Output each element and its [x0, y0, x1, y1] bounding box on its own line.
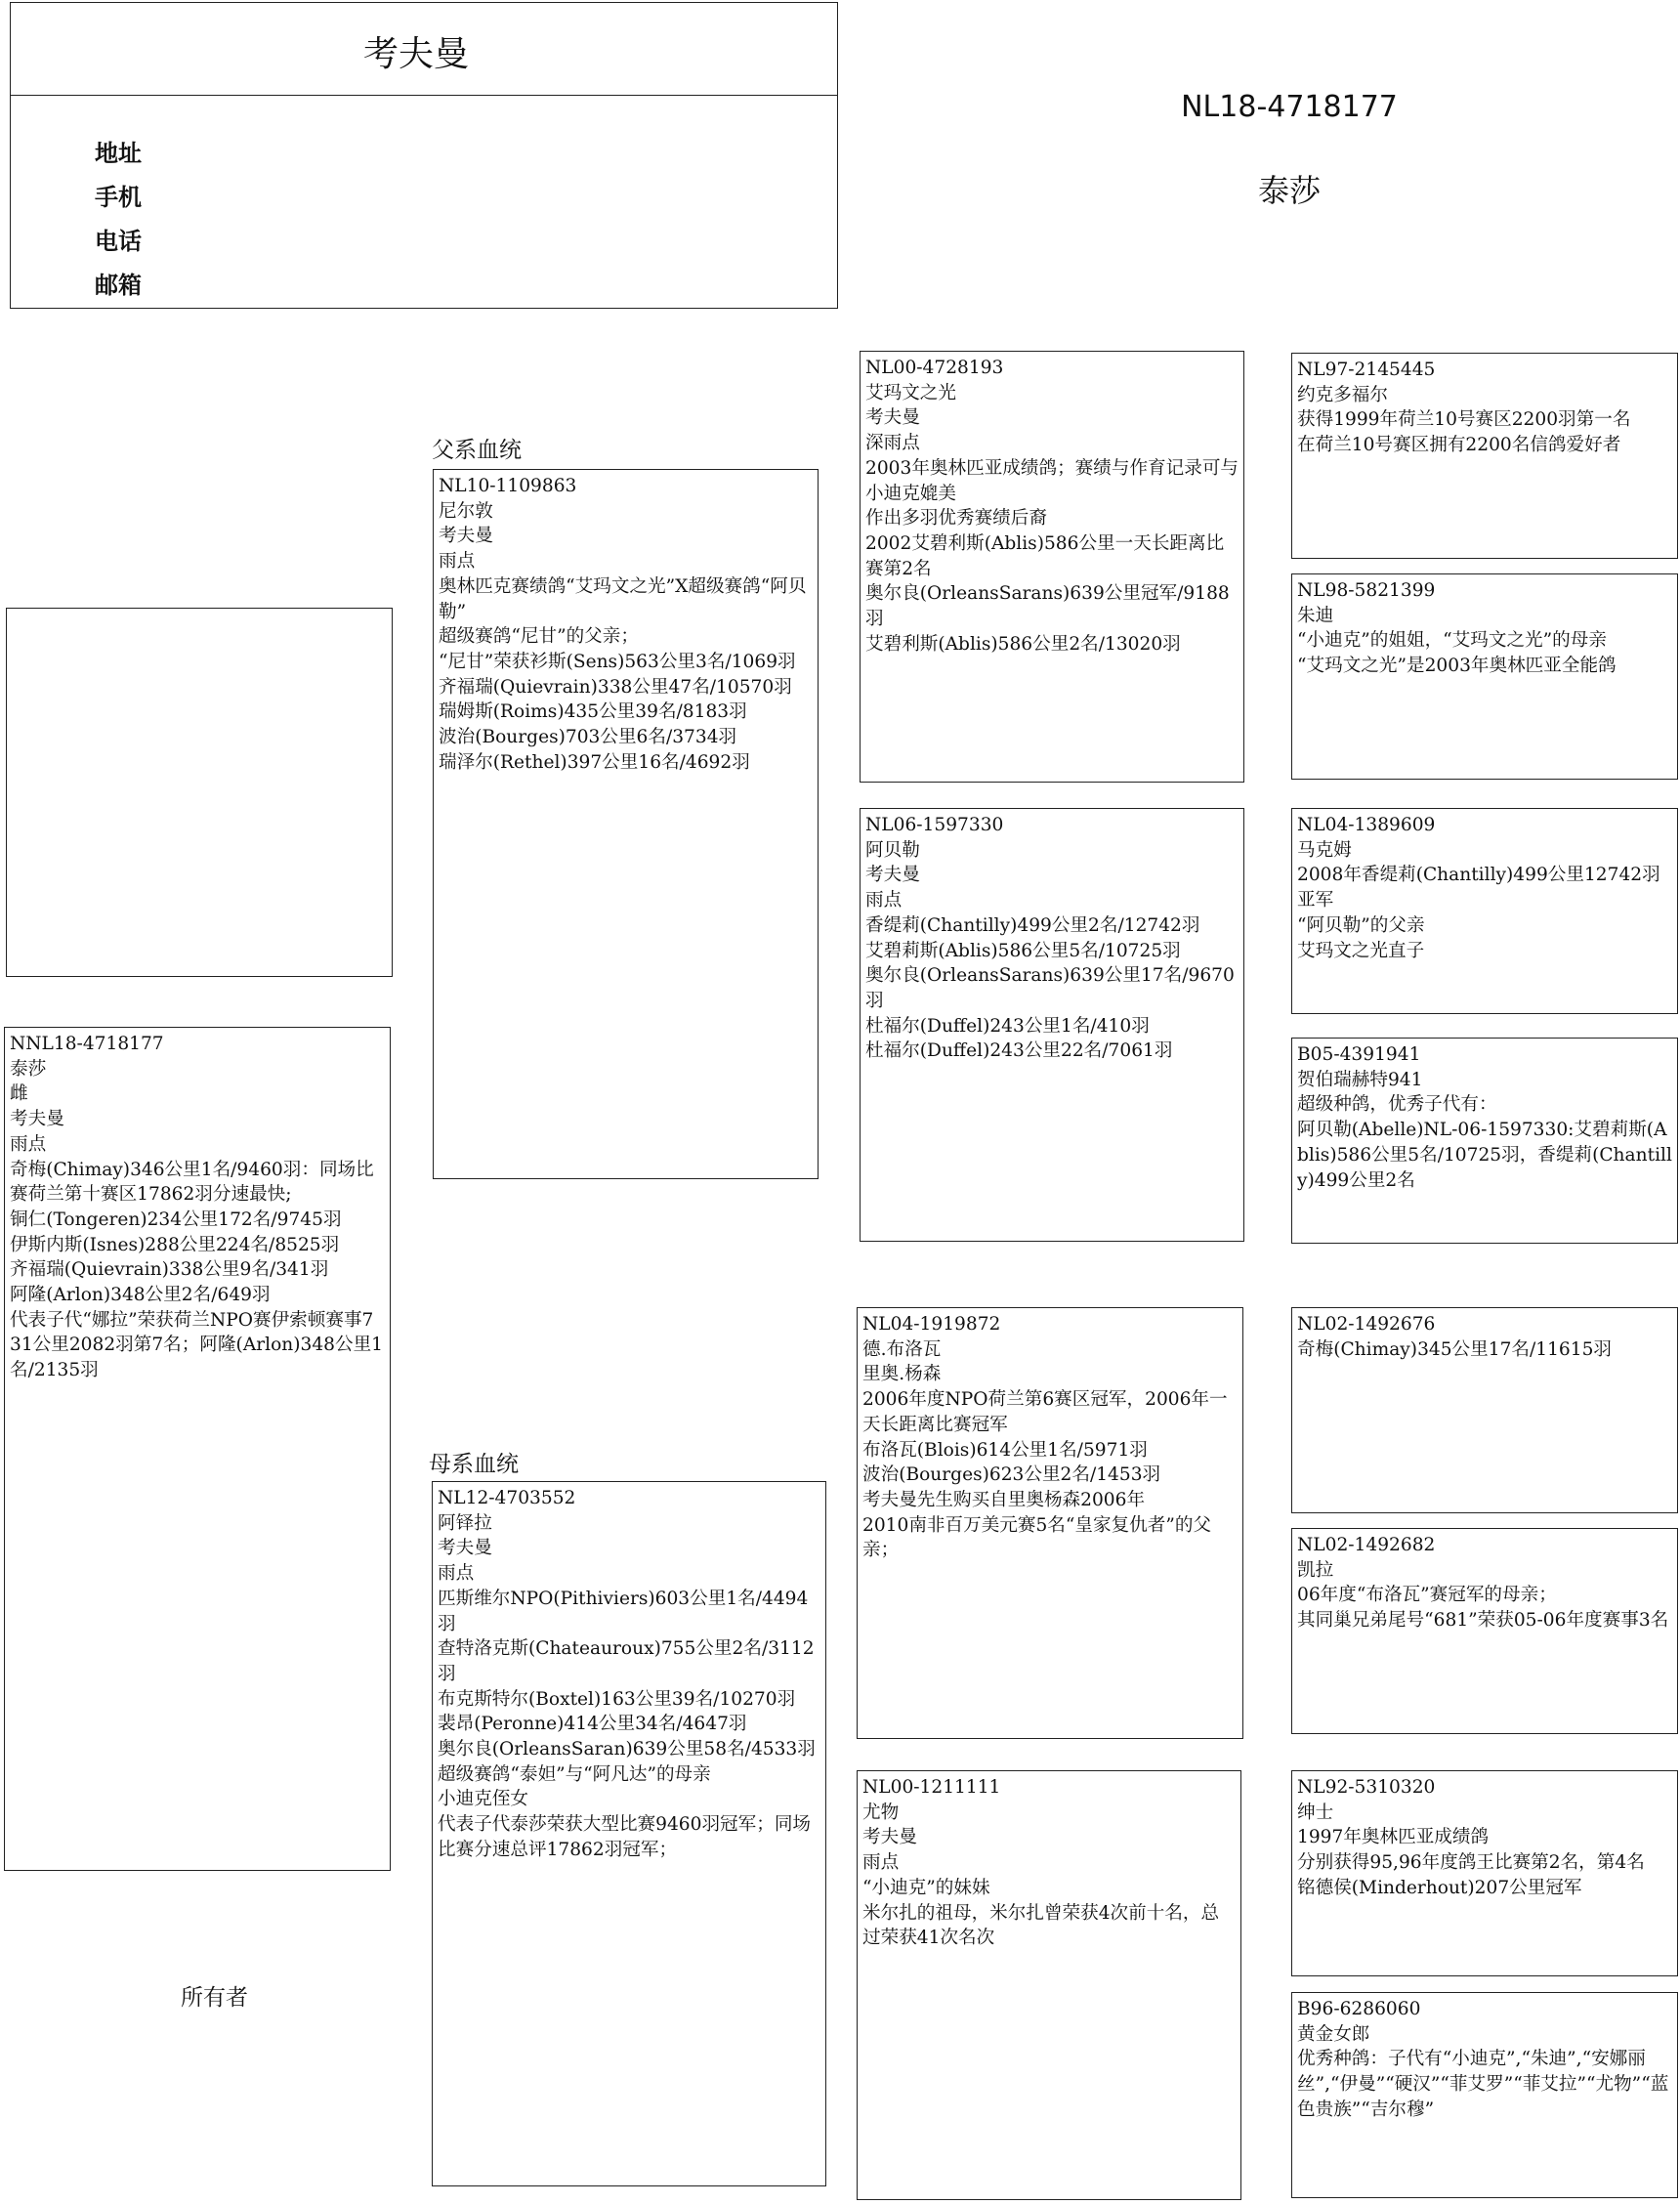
- ring-number: NL02-1492682: [1297, 1535, 1436, 1555]
- card-line: 阿贝勒(Abelle)NL-06-1597330:艾碧莉斯(Ablis)586公里5名/10725羽，香缇莉(Chantilly)499公里2名: [1297, 1120, 1672, 1191]
- phone-label: 电话: [95, 227, 142, 255]
- card-line: 代表子代“娜拉”荣获荷兰NPO赛伊索顿赛事731公里2082羽第7名；阿隆(Arlon)348公里1名/2135羽: [10, 1309, 384, 1381]
- sd-dam-card: [1291, 1038, 1678, 1244]
- ring-number: NL00-1211111: [862, 1777, 1001, 1798]
- card-line: 波治(Bourges)623公里2名/1453羽: [862, 1464, 1161, 1486]
- card-line: 朱迪: [1297, 605, 1334, 626]
- card-line: 奇梅(Chimay)345公里17名/11615羽: [1297, 1338, 1613, 1360]
- card-line: 作出多羽优秀赛绩后裔: [865, 508, 1047, 530]
- card-line: 铜仁(Tongeren)234公里172名/9745羽: [10, 1209, 342, 1230]
- bird-name: 泰莎: [1257, 172, 1321, 209]
- mobile-label: 手机: [95, 183, 142, 211]
- card-line: 香缇莉(Chantilly)499公里2名/12742羽: [865, 914, 1200, 936]
- card-line: 铭德侯(Minderhout)207公里冠军: [1297, 1877, 1582, 1898]
- card-line: “小迪克”的妹妹: [862, 1877, 990, 1898]
- card-line: 2006年度NPO荷兰第6赛区冠军，2006年一天长距离比赛冠军: [862, 1389, 1228, 1435]
- header-divider: [11, 95, 837, 96]
- ring-number: NL10-1109863: [439, 476, 577, 496]
- card-line: 马克姆: [1297, 839, 1352, 861]
- subject-card: [4, 1027, 391, 1871]
- ring-number: NL92-5310320: [1297, 1777, 1436, 1798]
- bird-photo-frame: [6, 608, 393, 977]
- ring-number: NL04-1389609: [1297, 815, 1436, 835]
- sire-dam-card: [860, 808, 1244, 1242]
- card-line: 阿隆(Arlon)348公里2名/649羽: [10, 1285, 271, 1306]
- dd-dam-card: [1291, 1992, 1678, 2198]
- ds-sire-card: [1291, 1307, 1678, 1513]
- card-line: 阿贝勒: [865, 839, 920, 861]
- card-line: 2003年奥林匹亚成绩鸽；赛绩与作育记录可与小迪克媲美: [865, 457, 1239, 504]
- sire-card: [433, 469, 819, 1179]
- card-line: 艾玛文之光: [865, 382, 956, 403]
- card-line: “尼甘”荣获衫斯(Sens)563公里3名/1069羽: [439, 651, 796, 672]
- card-line: 考夫曼先生购买自里奥杨森2006年: [862, 1489, 1146, 1510]
- ring-number: NL12-4703552: [438, 1488, 576, 1508]
- dam-card: [432, 1481, 826, 2186]
- card-line: 超级种鸽，优秀子代有：: [1297, 1094, 1497, 1116]
- card-line: 伊斯内斯(Isnes)288公里224名/8525羽: [10, 1234, 340, 1255]
- ring-number: NNL18-4718177: [10, 1034, 164, 1054]
- ring-number: NL00-4728193: [865, 358, 1004, 378]
- sire-sire-card: [860, 351, 1244, 783]
- card-line: “艾玛文之光”是2003年奥林匹亚全能鸽: [1297, 656, 1617, 677]
- card-line: “阿贝勒”的父亲: [1297, 914, 1425, 936]
- dam-dam-card: [857, 1770, 1241, 2200]
- card-line: 1997年奥林匹亚成绩鸽: [1297, 1827, 1490, 1848]
- card-line: 尼尔敦: [439, 500, 493, 522]
- card-line: 雨点: [862, 1852, 900, 1874]
- card-line: 波治(Bourges)703公里6名/3734羽: [439, 727, 737, 748]
- ds-dam-card: [1291, 1528, 1678, 1734]
- card-line: 考夫曼: [862, 1827, 917, 1848]
- card-line: 艾碧利斯(Ablis)586公里2名/13020羽: [865, 633, 1181, 655]
- card-line: 深雨点: [865, 433, 920, 454]
- dd-sire-card: [1291, 1770, 1678, 1976]
- card-line: 分别获得95,96年度鸽王比赛第2名，第4名: [1297, 1852, 1645, 1874]
- address-label: 地址: [95, 139, 142, 167]
- email-label: 邮箱: [95, 271, 142, 299]
- ring-number: NL06-1597330: [865, 815, 1004, 835]
- card-line: 杜福尔(Duffel)243公里1名/410羽: [865, 1015, 1150, 1037]
- ring-number: NL97-2145445: [1297, 360, 1436, 380]
- card-line: 查特洛克斯(Chateauroux)755公里2名/3112羽: [438, 1638, 815, 1684]
- card-line: 泰莎: [10, 1058, 47, 1080]
- card-line: 2010南非百万美元赛5名“皇家复仇者”的父亲；: [862, 1514, 1212, 1561]
- card-line: 黄金女郎: [1297, 2023, 1370, 2045]
- ring-number: B05-4391941: [1297, 1044, 1421, 1065]
- card-line: 考夫曼: [865, 865, 920, 886]
- dam-sire-card: [857, 1307, 1243, 1739]
- card-line: 布克斯特尔(Boxtel)163公里39名/10270羽: [438, 1688, 796, 1710]
- card-line: 考夫曼: [10, 1109, 64, 1130]
- card-line: 德.布洛瓦: [862, 1338, 942, 1360]
- card-line: 艾碧莉斯(Ablis)586公里5名/10725羽: [865, 940, 1181, 961]
- owner-label: 所有者: [181, 1985, 248, 2011]
- card-line: 约克多福尔: [1297, 384, 1388, 405]
- card-line: 裴昂(Peronne)414公里34名/4647羽: [438, 1714, 747, 1735]
- card-line: 杜福尔(Duffel)243公里22名/7061羽: [865, 1040, 1173, 1062]
- card-line: 齐福瑞(Quievrain)338公里9名/341羽: [10, 1259, 329, 1281]
- card-line: 雨点: [865, 890, 903, 912]
- card-line: 其同巢兄弟尾号“681”荣获05-06年度赛事3名: [1297, 1610, 1669, 1632]
- card-line: “小迪克”的姐姐，“艾玛文之光”的母亲: [1297, 630, 1607, 652]
- dam-line-title: 母系血统: [429, 1452, 519, 1477]
- sire-line-title: 父系血统: [432, 438, 522, 463]
- card-line: 艾玛文之光直子: [1297, 940, 1425, 961]
- card-line: 米尔扎的祖母，米尔扎曾荣获4次前十名，总过荣获41次名次: [862, 1902, 1220, 1949]
- card-line: 雨点: [439, 551, 476, 572]
- ring-number: NL02-1492676: [1297, 1314, 1436, 1335]
- card-line: 奥林匹克赛绩鸽“艾玛文之光”X超级赛鸽“阿贝勒”: [439, 575, 807, 622]
- card-line: 获得1999年荷兰10号赛区2200羽第一名: [1297, 409, 1631, 431]
- ss-dam-card: [1291, 573, 1678, 780]
- card-line: 瑞泽尔(Rethel)397公里16名/4692羽: [439, 751, 750, 773]
- card-line: 奥尔良(OrleansSarans)639公里17名/9670羽: [865, 965, 1235, 1011]
- sd-sire-card: [1291, 808, 1678, 1014]
- card-line: 考夫曼: [439, 526, 493, 547]
- ring-number: NL04-1919872: [862, 1314, 1001, 1335]
- card-line: 齐福瑞(Quievrain)338公里47名/10570羽: [439, 676, 792, 698]
- card-line: 考夫曼: [865, 407, 920, 429]
- card-line: 贺伯瑞赫特941: [1297, 1069, 1423, 1090]
- owner-name: 考夫曼: [362, 34, 469, 74]
- card-line: 2008年香缇莉(Chantilly)499公里12742羽亚军: [1297, 865, 1660, 912]
- ring-number: NL98-5821399: [1297, 580, 1436, 601]
- card-line: 凯拉: [1297, 1559, 1334, 1581]
- card-line: 奥尔良(OrleansSaran)639公里58名/4533羽: [438, 1739, 816, 1760]
- card-line: 绅士: [1297, 1802, 1334, 1823]
- owner-header: [10, 2, 838, 309]
- bird-ring-number: NL18-4718177: [1181, 90, 1398, 124]
- card-line: 雌: [10, 1083, 28, 1105]
- card-line: 雨点: [438, 1563, 475, 1585]
- card-line: 尤物: [862, 1802, 900, 1823]
- ring-number: B96-6286060: [1297, 1999, 1421, 2019]
- card-line: 瑞姆斯(Roims)435公里39名/8183羽: [439, 701, 747, 723]
- card-line: 匹斯维尔NPO(Pithiviers)603公里1名/4494羽: [438, 1588, 809, 1634]
- card-line: 小迪克侄女: [438, 1789, 528, 1810]
- card-line: 在荷兰10号赛区拥有2200名信鸽爱好者: [1297, 435, 1621, 456]
- card-line: 阿铎拉: [438, 1512, 492, 1534]
- card-line: 雨点: [10, 1133, 47, 1155]
- card-line: 里奥.杨森: [862, 1364, 942, 1385]
- card-line: 超级赛鸽“尼甘”的父亲；: [439, 626, 639, 648]
- card-line: 代表子代泰莎荣获大型比赛9460羽冠军；同场比赛分速总评17862羽冠军；: [438, 1814, 812, 1860]
- card-line: 超级赛鸽“泰妲”与“阿凡达”的母亲: [438, 1763, 711, 1785]
- card-line: 2002艾碧利斯(Ablis)586公里一天长距离比赛第2名: [865, 532, 1225, 579]
- ss-sire-card: [1291, 353, 1678, 559]
- card-line: 考夫曼: [438, 1538, 492, 1559]
- card-line: 06年度“布洛瓦”赛冠军的母亲；: [1297, 1585, 1557, 1606]
- card-line: 奥尔良(OrleansSarans)639公里冠军/9188羽: [865, 583, 1230, 630]
- card-line: 布洛瓦(Blois)614公里1名/5971羽: [862, 1439, 1148, 1461]
- card-line: 优秀种鸽：子代有“小迪克”,“朱迪”,“安娜丽丝”,“伊曼”“硬汉”“菲艾罗”“菲艾拉”“尤物”“蓝色贵族”“吉尔穆”: [1297, 2049, 1669, 2120]
- card-line: 奇梅(Chimay)346公里1名/9460羽：同场比赛荷兰第十赛区17862羽分速最快;: [10, 1159, 374, 1206]
